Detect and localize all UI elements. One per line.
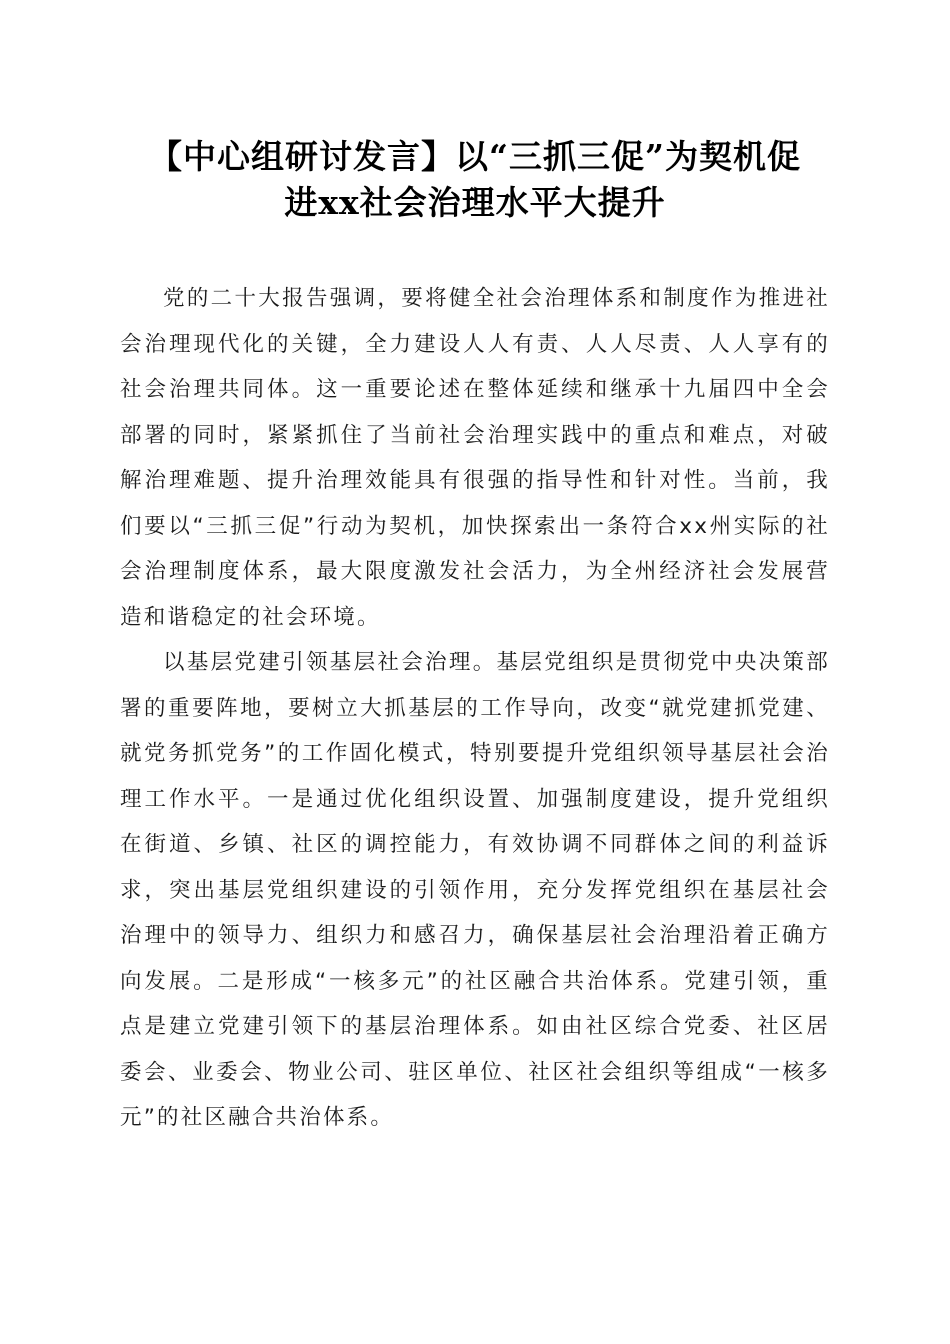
title-line-2: 进xx社会治理水平大提升 <box>284 183 666 222</box>
title-line-1: 【中心组研讨发言】以“三抓三促”为契机促 <box>149 137 801 176</box>
document-title <box>110 134 840 226</box>
paragraph-intro: 党的二十大报告强调，要将健全社会治理体系和制度作为推进社会治理现代化的关键，全力建设人人有责、人人尽责、人人享有的社会治理共同体。这一重要论述在整体延续和继承十九届四中全会部署的同时，紧紧抓住了当前社会治理实践中的重点和难点，对破解治理难题、提升治理效能具有很强的指导性和针对性。当前，我们要以“三抓三促”行动为契机，加快探索出一条符合xx州实际的社会治理制度体系，最大限度激发社会活力，为全州经济社会发展营造和谐稳定的社会环境。 <box>120 286 830 630</box>
document-body <box>120 276 830 1141</box>
paragraph-party-building: 以基层党建引领基层社会治理。基层党组织是贯彻党中央决策部署的重要阵地，要树立大抓基层的工作导向，改变“就党建抓党建、就党务抓党务”的工作固化模式，特别要提升党组织领导基层社会治理工作水平。一是通过优化组织设置、加强制度建设，提升党组织在街道、乡镇、社区的调控能力，有效协调不同群体之间的利益诉求，突出基层党组织建设的引领作用，充分发挥党组织在基层社会治理中的领导力、组织力和感召力，确保基层社会治理沿着正确方向发展。二是形成“一核多元”的社区融合共治体系。党建引领，重点是建立党建引领下的基层治理体系。如由社区综合党委、社区居委会、业委会、物业公司、驻区单位、社区社会组织等组成“一核多元”的社区融合共治体系。 <box>120 650 830 1130</box>
